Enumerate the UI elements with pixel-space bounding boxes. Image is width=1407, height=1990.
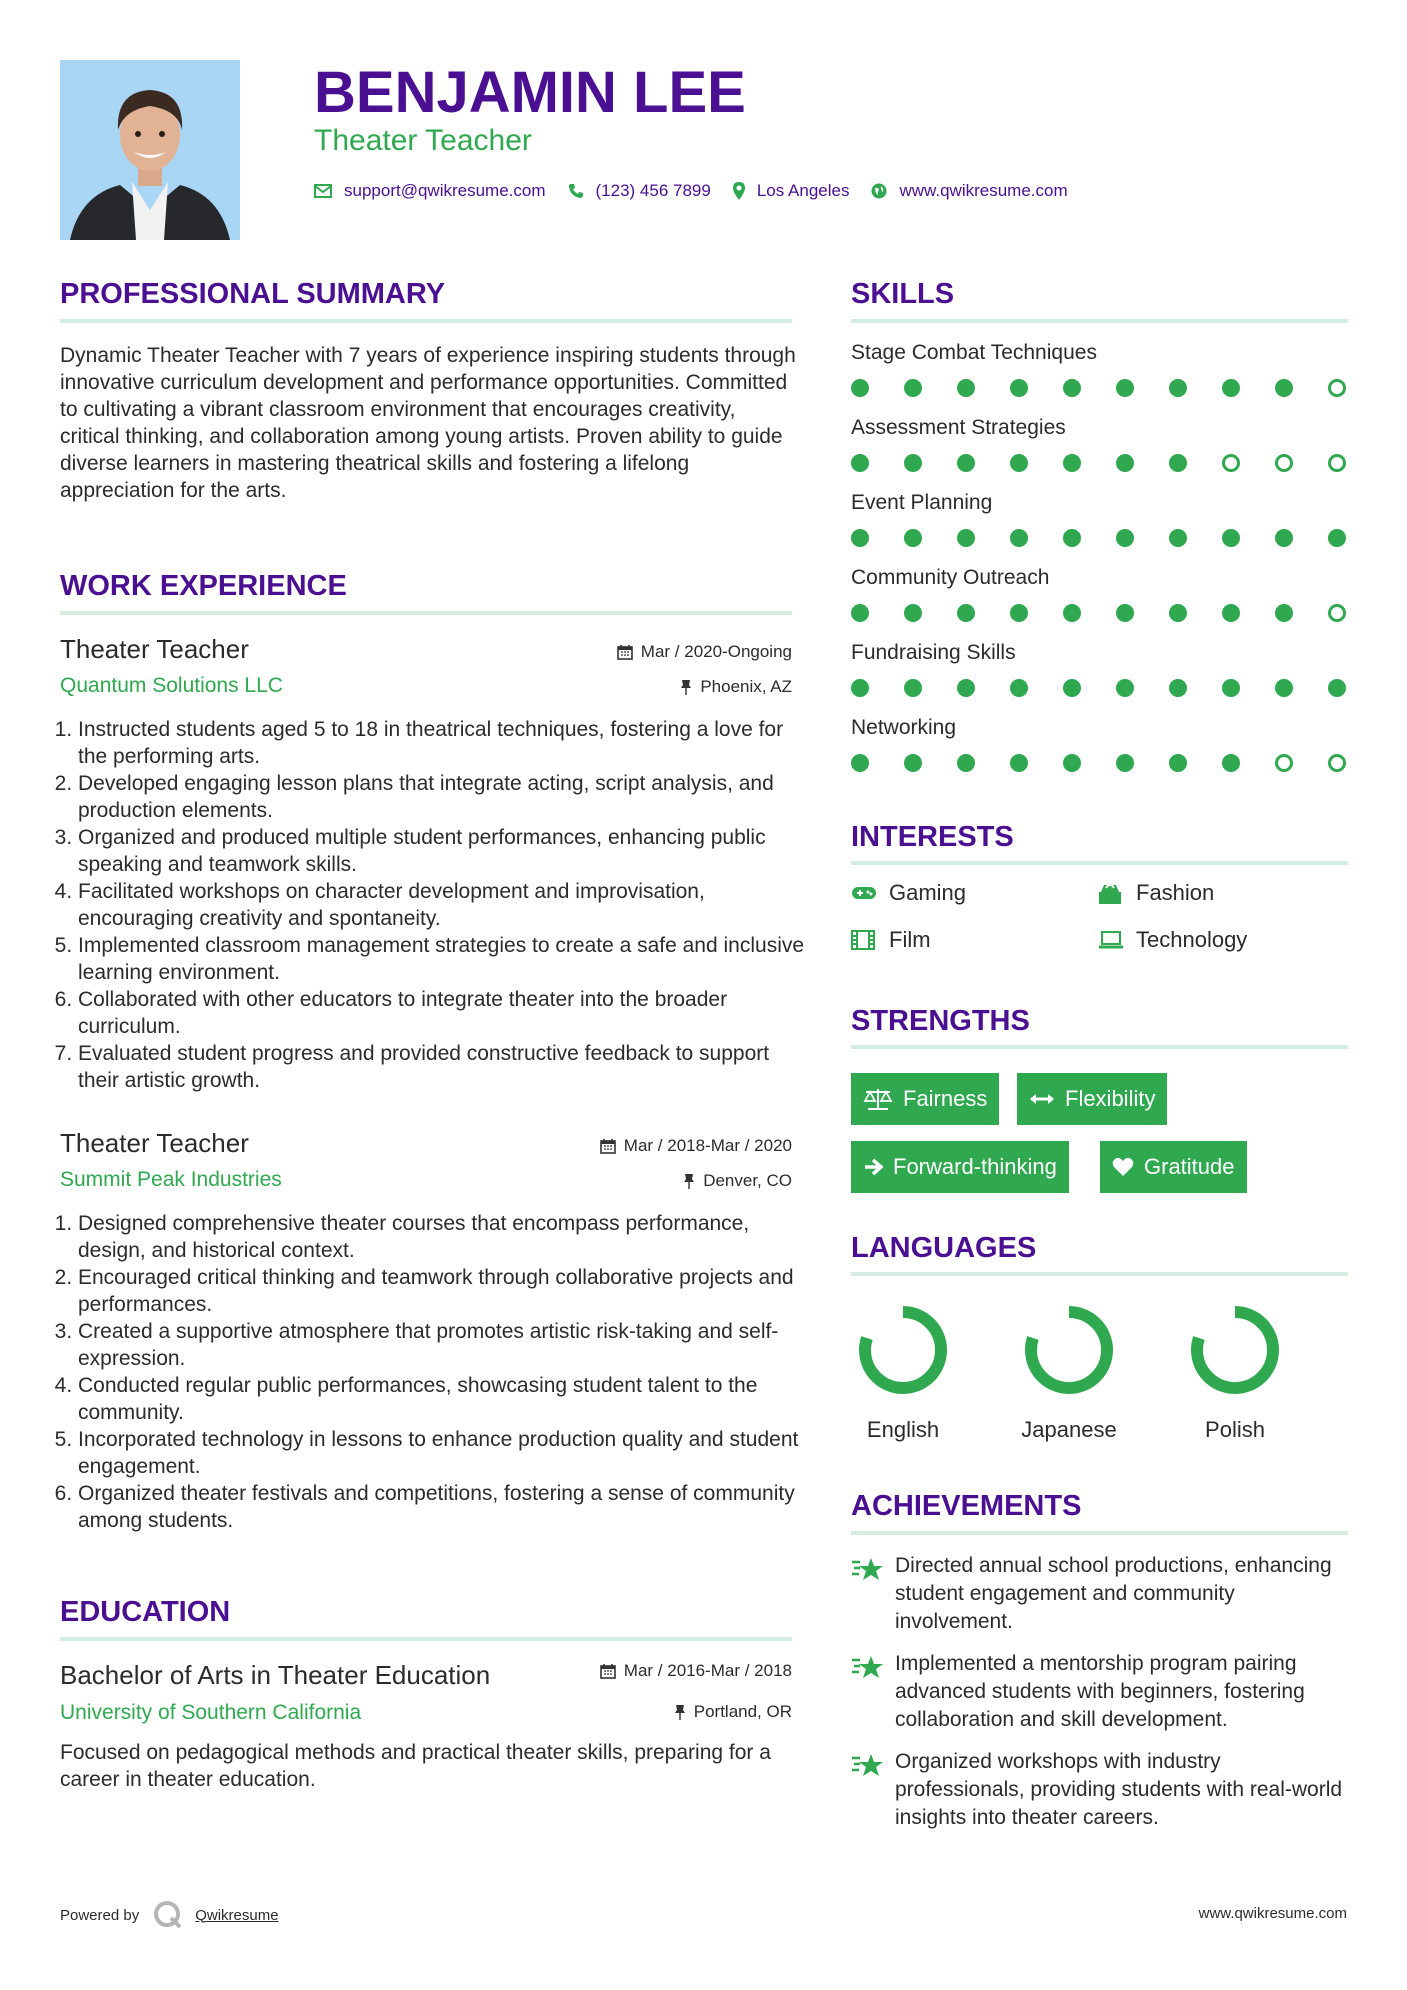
rating-dot-empty (1328, 754, 1346, 772)
footer-powered-by (60, 1900, 279, 1930)
summary-text: Dynamic Theater Teacher with 7 years of experience inspiring students through innovative curriculum development and performance opportunities. Committed to cultivating a vibrant classroom environment that encourages creativity, critical thinking, and collaboration among young artists. Proven ability to guide diverse learners in mastering theatrical skills and fostering a lifelong appreciation for the arts. (60, 344, 796, 502)
calendar-icon (617, 644, 633, 660)
summary-divider (60, 319, 792, 323)
skill-rating (851, 529, 1348, 547)
rating-dot-filled (1116, 454, 1134, 472)
strength-flexibility (1017, 1073, 1167, 1125)
rating-dot-filled (904, 379, 922, 397)
strength-gratitude (1100, 1141, 1247, 1193)
strength-label: Flexibility (1065, 1086, 1156, 1111)
contact-email[interactable]: support@qwikresume.com (344, 181, 546, 200)
skill-item (851, 714, 1348, 789)
envelope-icon (314, 184, 332, 198)
list-item: 6. Organized theater festivals and competitions, fostering a sense of community among students. (78, 1480, 810, 1534)
job-location-text: Denver, CO (703, 1171, 792, 1190)
skill-item (851, 564, 1348, 639)
rating-dot-filled (904, 454, 922, 472)
skill-item (851, 489, 1348, 564)
rating-dot-filled (1116, 679, 1134, 697)
languages-heading: LANGUAGES (851, 1232, 1037, 1264)
rating-dot-filled (1328, 529, 1346, 547)
job-title: Theater Teacher (60, 1128, 249, 1158)
skills-divider (851, 319, 1348, 323)
rating-dot-filled (1328, 679, 1346, 697)
rating-dot-filled (851, 604, 869, 622)
language-item (1185, 1300, 1285, 1443)
rating-dot-filled (1169, 379, 1187, 397)
list-item: 5. Incorporated technology in lessons to enhance production quality and student engagement. (78, 1426, 810, 1480)
rating-dot-empty (1328, 454, 1346, 472)
phone-icon (568, 183, 584, 199)
rating-dot-filled (1010, 529, 1028, 547)
rating-dot-filled (851, 754, 869, 772)
rating-dot-filled (1116, 604, 1134, 622)
skill-name: Event Planning (851, 491, 993, 514)
achievement-text: Directed annual school productions, enhancing student engagement and community involvement. (895, 1554, 1332, 1633)
rating-dot-filled (1010, 679, 1028, 697)
rating-dot-filled (1010, 379, 1028, 397)
strength-forward-thinking (851, 1141, 1069, 1193)
calendar-icon (600, 1663, 616, 1679)
rating-dot-filled (1063, 379, 1081, 397)
language-level-arc (1197, 1312, 1273, 1388)
list-item: 5. Implemented classroom management strategies to create a safe and inclusive learning environment. (78, 932, 810, 986)
skill-item (851, 339, 1348, 414)
rating-dot-filled (1275, 604, 1293, 622)
interest-fashion (1098, 880, 1214, 906)
rating-dot-empty (1275, 454, 1293, 472)
rating-dot-filled (957, 529, 975, 547)
strengths-heading: STRENGTHS (851, 1005, 1030, 1037)
skill-name: Stage Combat Techniques (851, 341, 1097, 364)
language-level-arc (865, 1312, 941, 1388)
rating-dot-filled (851, 379, 869, 397)
job-bullets (60, 1210, 810, 1534)
achievement-item (851, 1552, 1348, 1636)
rating-dot-filled (1010, 454, 1028, 472)
experience-heading: WORK EXPERIENCE (60, 570, 347, 602)
interest-label: Gaming (889, 880, 967, 905)
rating-dot-filled (1275, 679, 1293, 697)
shopping-bag-icon (1098, 882, 1126, 904)
list-item: 3. Organized and produced multiple student performances, enhancing public speaking and teamwork skills. (78, 824, 810, 878)
skill-rating (851, 454, 1348, 472)
achievement-item (851, 1650, 1348, 1734)
language-item (853, 1300, 953, 1443)
experience-divider (60, 611, 792, 615)
achievement-text: Implemented a mentorship program pairing advanced students with beginners, fostering collaboration and skill development. (895, 1652, 1305, 1731)
strengths-divider (851, 1045, 1348, 1049)
skills-heading: SKILLS (851, 278, 955, 310)
job-dates-text: Mar / 2018-Mar / 2020 (623, 1136, 792, 1155)
pushpin-icon (674, 1704, 686, 1720)
list-item: 2. Developed engaging lesson plans that integrate acting, script analysis, and production elements. (78, 770, 810, 824)
education-heading: EDUCATION (60, 1596, 231, 1628)
strength-label: Forward-thinking (893, 1154, 1057, 1179)
person-photo-icon (60, 60, 240, 240)
rating-dot-filled (1116, 379, 1134, 397)
education-dates (600, 1661, 792, 1681)
rating-dot-filled (1275, 379, 1293, 397)
strength-fairness (851, 1073, 999, 1125)
skill-rating (851, 754, 1348, 772)
rating-dot-filled (957, 379, 975, 397)
list-item: 1. Designed comprehensive theater courses that encompass performance, design, and historical context. (78, 1210, 810, 1264)
heart-icon (1112, 1157, 1134, 1177)
calendar-icon (600, 1138, 616, 1154)
rating-dot-filled (1063, 454, 1081, 472)
job-company: Quantum Solutions LLC (60, 674, 283, 697)
gamepad-icon (851, 885, 879, 901)
rating-dot-filled (904, 529, 922, 547)
rating-dot-filled (904, 604, 922, 622)
contact-bar (314, 176, 1090, 206)
contact-location: Los Angeles (756, 181, 850, 200)
rating-dot-filled (1222, 529, 1240, 547)
language-level-arc (1031, 1312, 1107, 1388)
interest-label: Technology (1136, 927, 1248, 952)
skill-rating (851, 379, 1348, 397)
contact-phone[interactable]: (123) 456 7899 (595, 181, 711, 200)
job-dates-text: Mar / 2020-Ongoing (640, 642, 792, 661)
interest-film (851, 927, 931, 953)
skill-item (851, 639, 1348, 714)
balance-scale-icon (863, 1087, 893, 1111)
arrows-h-icon (1029, 1092, 1055, 1106)
job-location (683, 1171, 792, 1191)
rating-dot-filled (1222, 679, 1240, 697)
job-location (680, 677, 792, 697)
skill-name: Networking (851, 716, 957, 739)
interest-gaming (851, 880, 966, 906)
rating-dot-filled (1169, 679, 1187, 697)
rating-dot-filled (1169, 529, 1187, 547)
laptop-icon (1098, 931, 1126, 949)
candidate-title: Theater Teacher (314, 124, 532, 157)
arrow-right-icon (863, 1157, 883, 1177)
rating-dot-filled (1169, 754, 1187, 772)
profile-photo (60, 60, 240, 240)
job-dates (617, 642, 792, 662)
language-label: Japanese (1021, 1417, 1117, 1442)
rating-dot-empty (1328, 379, 1346, 397)
list-item: 3. Created a supportive atmosphere that promotes artistic risk-taking and self-expression. (78, 1318, 810, 1372)
rating-dot-filled (851, 529, 869, 547)
degree-title: Bachelor of Arts in Theater Education (60, 1660, 491, 1690)
rating-dot-filled (1222, 604, 1240, 622)
rating-dot-filled (851, 679, 869, 697)
star-rating-icon (851, 1748, 895, 1832)
powered-by-label: Powered by (60, 1906, 140, 1924)
strength-label: Gratitude (1144, 1154, 1235, 1179)
film-icon (851, 930, 879, 950)
strength-label: Fairness (903, 1086, 988, 1111)
rating-dot-filled (957, 679, 975, 697)
list-item: 4. Facilitated workshops on character development and improvisation, encouraging creativity and spontaneity. (78, 878, 810, 932)
qwikresume-logo-icon (153, 1900, 183, 1930)
interest-label: Fashion (1136, 880, 1215, 905)
rating-dot-filled (1169, 604, 1187, 622)
interest-technology (1098, 927, 1247, 953)
rating-dot-filled (957, 454, 975, 472)
education-location-text: Portland, OR (693, 1702, 792, 1721)
achievement-text: Organized workshops with industry professionals, providing students with real-world insights into theater careers. (895, 1750, 1343, 1829)
rating-dot-filled (957, 754, 975, 772)
rating-dot-empty (1222, 454, 1240, 472)
languages-divider (851, 1272, 1348, 1276)
star-rating-icon (851, 1650, 895, 1734)
rating-dot-filled (1222, 754, 1240, 772)
map-marker-icon (733, 182, 745, 200)
skill-name: Assessment Strategies (851, 416, 1066, 439)
skill-rating (851, 604, 1348, 622)
school-name: University of Southern California (60, 1701, 362, 1724)
skill-name: Fundraising Skills (851, 641, 1016, 664)
rating-dot-filled (957, 604, 975, 622)
contact-website[interactable]: www.qwikresume.com (899, 181, 1068, 200)
education-divider (60, 1637, 792, 1641)
achievements-heading: ACHIEVEMENTS (851, 1490, 1082, 1522)
achievements-divider (851, 1531, 1348, 1535)
job-title: Theater Teacher (60, 634, 249, 664)
skill-rating (851, 679, 1348, 697)
rating-dot-empty (1275, 754, 1293, 772)
skill-name: Community Outreach (851, 566, 1050, 589)
job-company: Summit Peak Industries (60, 1168, 282, 1191)
languages-list (853, 1300, 1285, 1443)
pushpin-icon (683, 1173, 695, 1189)
list-item: 4. Conducted regular public performances, showcasing student talent to the community. (78, 1372, 810, 1426)
candidate-name: BENJAMIN LEE (314, 60, 746, 125)
rating-dot-filled (1063, 754, 1081, 772)
rating-dot-filled (1063, 679, 1081, 697)
job-location-text: Phoenix, AZ (700, 677, 792, 696)
language-proficiency-ring (1185, 1300, 1285, 1400)
rating-dot-filled (904, 679, 922, 697)
rating-dot-filled (1275, 529, 1293, 547)
list-item: 7. Evaluated student progress and provided constructive feedback to support their artistic growth. (78, 1040, 810, 1094)
job-dates (600, 1136, 792, 1156)
list-item: 1. Instructed students aged 5 to 18 in theatrical techniques, fostering a love for the performing arts. (78, 716, 810, 770)
interest-label: Film (889, 927, 931, 952)
summary-heading: PROFESSIONAL SUMMARY (60, 278, 446, 310)
list-item: 2. Encouraged critical thinking and teamwork through collaborative projects and performances. (78, 1264, 810, 1318)
language-proficiency-ring (853, 1300, 953, 1400)
education-location (674, 1702, 792, 1722)
globe-icon (871, 183, 887, 199)
rating-dot-empty (1328, 604, 1346, 622)
rating-dot-filled (1063, 604, 1081, 622)
rating-dot-filled (1222, 379, 1240, 397)
language-label: Polish (1205, 1417, 1265, 1442)
skill-item (851, 414, 1348, 489)
language-label: English (866, 1417, 940, 1442)
list-item: 6. Collaborated with other educators to integrate theater into the broader curriculum. (78, 986, 810, 1040)
interests-divider (851, 861, 1348, 865)
rating-dot-filled (1116, 529, 1134, 547)
education-dates-text: Mar / 2016-Mar / 2018 (623, 1661, 792, 1680)
language-item (1019, 1300, 1119, 1443)
rating-dot-filled (851, 454, 869, 472)
interests-heading: INTERESTS (851, 821, 1014, 853)
pushpin-icon (680, 679, 692, 695)
job-bullets (60, 716, 810, 1094)
education-description: Focused on pedagogical methods and practical theater skills, preparing for a career in theater education. (60, 1741, 771, 1791)
skills-list (851, 339, 1348, 789)
achievements-list (851, 1552, 1348, 1846)
achievement-item (851, 1748, 1348, 1832)
qwikresume-link[interactable]: Qwikresume (195, 1906, 279, 1924)
footer-url[interactable]: www.qwikresume.com (1198, 1905, 1347, 1922)
rating-dot-filled (1116, 754, 1134, 772)
rating-dot-filled (1010, 754, 1028, 772)
rating-dot-filled (1010, 604, 1028, 622)
language-proficiency-ring (1019, 1300, 1119, 1400)
star-rating-icon (851, 1552, 895, 1636)
rating-dot-filled (904, 754, 922, 772)
rating-dot-filled (1063, 529, 1081, 547)
rating-dot-filled (1169, 454, 1187, 472)
